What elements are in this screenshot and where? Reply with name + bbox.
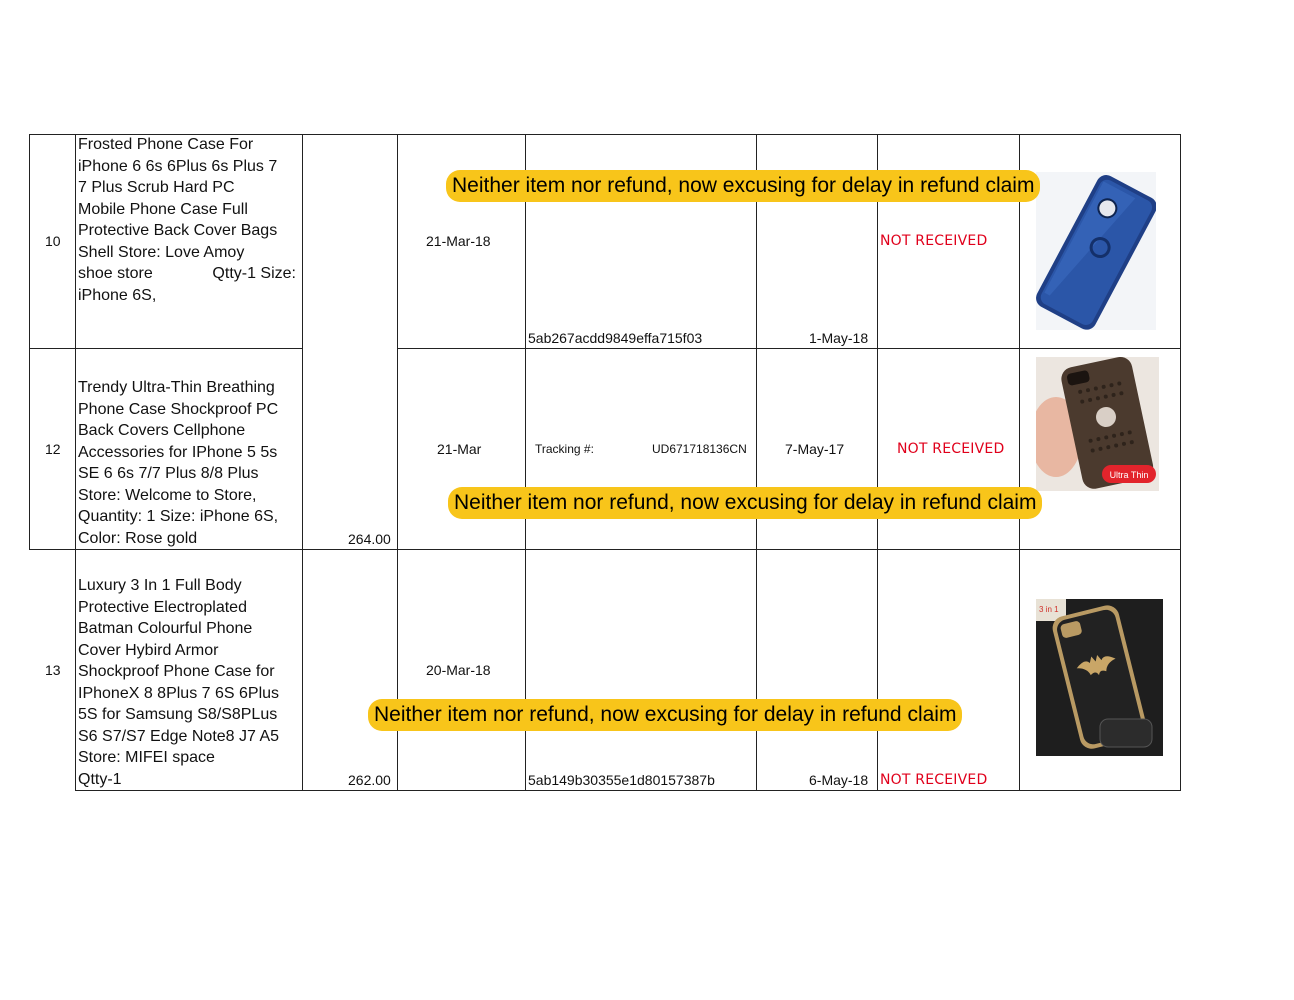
- product-image: [1036, 357, 1159, 491]
- item-description: [78, 377, 300, 549]
- grid-line: [1180, 134, 1181, 791]
- description-line: iPhone 6 6s 6Plus 6s Plus 7: [78, 157, 278, 175]
- grid-line: [1019, 134, 1020, 791]
- image-caption: 3 in 1: [1039, 605, 1059, 614]
- grid-line: [756, 134, 757, 791]
- description-line: 5S for Samsung S8/S8PLus: [78, 706, 278, 723]
- grid-line: [877, 134, 878, 791]
- description-line: Protective Electroplated: [78, 598, 247, 616]
- description-line: Store: Welcome to Store,: [78, 486, 257, 504]
- image-caption: Ultra Thin: [1109, 470, 1149, 480]
- delivery-date: 6-May-18: [809, 772, 869, 788]
- row-number: 12: [45, 441, 61, 457]
- description-line: Frosted Phone Case For: [78, 136, 254, 153]
- description-line: [78, 263, 300, 285]
- description-line: Shell Store: Love Amoy: [78, 243, 245, 261]
- grid-line: [29, 549, 1181, 550]
- delivery-date: 1-May-18: [809, 330, 869, 346]
- status-badge: NOT RECEIVED: [880, 772, 988, 788]
- tracking-label: Tracking #:: [535, 442, 594, 456]
- description-line: 7 Plus Scrub Hard PC: [78, 179, 235, 196]
- description-line: Batman Colourful Phone: [78, 620, 253, 637]
- status-badge: NOT RECEIVED: [897, 441, 1005, 457]
- grid-line: [75, 790, 1181, 791]
- description-line: Accessories for IPhone 5 5s: [78, 443, 278, 461]
- grid-line: [75, 134, 76, 791]
- phone-case-image: [1036, 357, 1159, 491]
- item-description: [78, 575, 300, 790]
- row-number: 10: [45, 233, 61, 249]
- description-line: Qtty-1: [78, 770, 122, 788]
- grid-line: [525, 134, 526, 791]
- order-id: 5ab267acdd9849effa715f03: [528, 330, 703, 346]
- product-image: [1036, 599, 1163, 756]
- highlight-banner: Neither item nor refund, now excusing for delay in refund claim: [446, 170, 1040, 202]
- status-badge: NOT RECEIVED: [880, 233, 988, 249]
- description-line: Cover Hybird Armor: [78, 641, 219, 659]
- order-date: 21-Mar-18: [426, 233, 491, 249]
- order-date: 20-Mar-18: [426, 662, 491, 678]
- amount: 264.00: [348, 531, 391, 547]
- grid-line: [302, 134, 303, 791]
- description-line: shoe store: [78, 265, 153, 282]
- description-line: Trendy Ultra-Thin Breathing: [78, 379, 275, 396]
- grid-line: [29, 134, 30, 550]
- description-line: S6 S7/S7 Edge Note8 J7 A5: [78, 727, 280, 745]
- description-line: Shockproof Phone Case for: [78, 663, 275, 680]
- description-line: SE 6 6s 7/7 Plus 8/8 Plus: [78, 465, 259, 482]
- description-line: Store: MIFEI space: [78, 749, 215, 766]
- highlight-banner: Neither item nor refund, now excusing for delay in refund claim: [448, 487, 1042, 519]
- description-line: iPhone 6S,: [78, 286, 157, 304]
- product-image: [1036, 172, 1156, 330]
- description-line: Protective Back Cover Bags: [78, 222, 278, 239]
- grid-line: [397, 348, 1181, 349]
- grid-line: [29, 348, 302, 349]
- description-line: Back Covers Cellphone: [78, 422, 246, 439]
- amount: 262.00: [348, 772, 391, 788]
- highlight-banner: Neither item nor refund, now excusing for delay in refund claim: [368, 699, 962, 731]
- item-description: [78, 134, 300, 306]
- description-line: Color: Rose gold: [78, 529, 198, 547]
- description-line: IPhoneX 8 8Plus 7 6S 6Plus: [78, 684, 280, 702]
- delivery-date: 7-May-17: [785, 441, 845, 457]
- tracking-number: UD671718136CN: [652, 442, 747, 456]
- grid-line: [397, 134, 398, 791]
- phone-case-image: [1036, 172, 1156, 330]
- row-number: 13: [45, 662, 61, 678]
- description-line: Luxury 3 In 1 Full Body: [78, 577, 242, 594]
- batman-case-image: [1036, 599, 1163, 756]
- order-id: 5ab149b30355e1d80157387b: [528, 772, 715, 788]
- order-date: 21-Mar: [437, 441, 482, 457]
- description-line: Phone Case Shockproof PC: [78, 400, 279, 418]
- description-line: Mobile Phone Case Full: [78, 200, 248, 218]
- description-line: Quantity: 1 Size: iPhone 6S,: [78, 508, 279, 525]
- quantity-size: Qtty-1 Size:: [212, 265, 296, 282]
